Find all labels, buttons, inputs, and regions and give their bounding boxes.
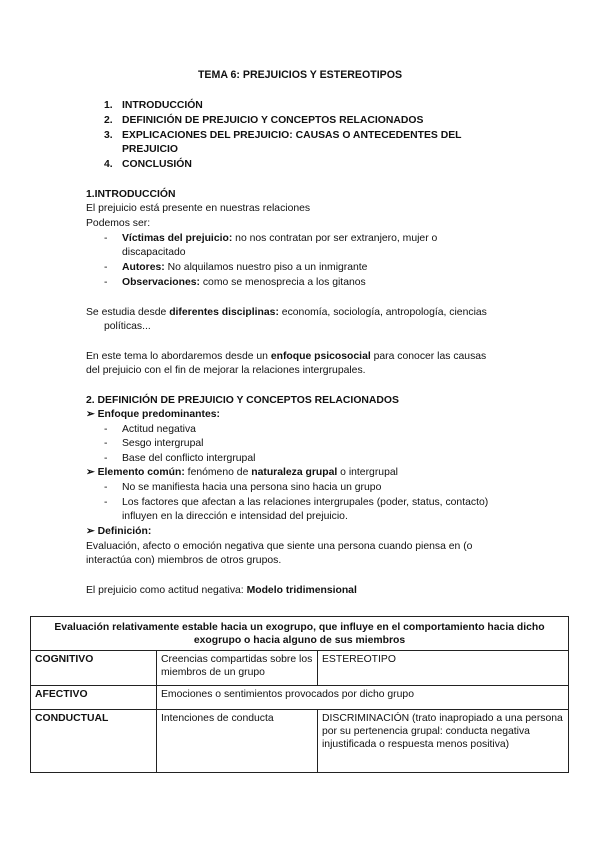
arrow-icon: ➢: [86, 467, 95, 478]
table-header-cell: [31, 617, 569, 651]
toc-text: DEFINICIÓN DE PREJUICIO Y CONCEPTOS RELACIONADOS: [122, 115, 424, 126]
row-label-afectivo: AFECTIVO: [31, 686, 157, 710]
text-run: para conocer las causas: [370, 351, 487, 362]
arrow-icon: ➢: [86, 526, 95, 537]
arrow-icon: ➢: [86, 409, 95, 420]
text-run: economía, sociología, antropología, ciencias: [278, 307, 487, 318]
row-label-conductual: CONDUCTUAL: [31, 710, 157, 773]
bullet-dash: -: [104, 277, 108, 288]
list-item-bold: Observaciones:: [122, 277, 200, 288]
text-run-bold: naturaleza grupal: [251, 467, 338, 478]
list-item-autores: [122, 261, 482, 275]
toc-item-4: [104, 158, 504, 172]
enfoque-line-cont: del prejuicio con el fin de mejorar la relaciones intergrupales.: [86, 365, 366, 376]
label-text: Elemento común:: [97, 467, 185, 478]
toc-number: 1.: [104, 100, 113, 111]
toc-item-1: [104, 99, 504, 113]
row-label-cognitivo: COGNITIVO: [31, 651, 157, 686]
definicion-line-1: Evaluación, afecto o emoción negativa que siente una persona cuando piensa en (o: [86, 541, 473, 552]
list-item-text: no nos contratan por ser extranjero, mujer o: [232, 233, 438, 244]
tridimensional-table: [30, 616, 569, 773]
section-2-heading: 2. DEFINICIÓN DE PREJUICIO Y CONCEPTOS RELACIONADOS: [86, 395, 399, 406]
text-run: fenómeno de: [184, 467, 252, 478]
toc-item-3-cont: [104, 143, 504, 157]
document-title: TEMA 6: PREJUICIOS Y ESTEREOTIPOS: [197, 69, 403, 81]
list-item-cont: influyen en la dirección e intensidad del prejuicio.: [122, 511, 348, 522]
bullet-dash: -: [104, 453, 108, 464]
list-item: Sesgo intergrupal: [122, 438, 204, 449]
toc-number: 2.: [104, 115, 113, 126]
elemento-comun-line: [86, 466, 526, 480]
toc-text: PREJUICIO: [122, 144, 179, 155]
intro-line-1: El prejuicio está presente en nuestras relaciones: [86, 203, 311, 214]
row-cell: DISCRIMINACIÓN (trato inapropiado a una persona por su pertenencia grupal: conducta negativa injustificada o respuesta menos positiva): [318, 710, 569, 773]
label-text: Definición:: [97, 526, 152, 537]
disciplinas-line: [86, 306, 526, 320]
list-item-text: como se menosprecia a los gitanos: [199, 277, 366, 288]
text-run: o intergrupal: [337, 467, 398, 478]
text-run: Se estudia desde: [86, 307, 170, 318]
bullet-dash: -: [104, 424, 108, 435]
label-text: Enfoque predominantes:: [97, 409, 220, 420]
list-item: No se manifiesta hacia una persona sino hacia un grupo: [122, 482, 382, 493]
bullet-dash: -: [104, 262, 108, 273]
toc-item-3: [104, 129, 504, 143]
text-run: El prejuicio como actitud negativa:: [86, 585, 247, 596]
row-cell: ESTEREOTIPO: [318, 651, 569, 686]
definicion-line-2: interactúa con) miembros de otros grupos.: [86, 555, 282, 566]
definicion-label-line: [86, 525, 151, 539]
table-header-row: [31, 617, 569, 651]
toc-text: CONCLUSIÓN: [122, 159, 192, 170]
enfoque-label-line: [86, 408, 220, 422]
bullet-dash: -: [104, 438, 108, 449]
text-run: En este tema lo abordaremos desde un: [86, 351, 271, 362]
table-header-line: exogrupo o hacia alguno de sus miembros: [193, 635, 406, 646]
row-cell: Emociones o sentimientos provocados por dicho grupo: [157, 686, 569, 710]
bullet-dash: -: [104, 497, 108, 508]
disciplinas-line-cont: políticas...: [104, 321, 151, 332]
list-item-victimas: [122, 232, 492, 246]
text-run-bold: diferentes disciplinas:: [169, 307, 279, 318]
list-item-bold: Víctimas del prejuicio:: [122, 233, 233, 244]
row-cell: Intenciones de conducta: [157, 710, 318, 773]
toc-number: 4.: [104, 159, 113, 170]
bullet-dash: -: [104, 233, 108, 244]
row-cell: Creencias compartidas sobre los miembros de un grupo: [157, 651, 318, 686]
intro-line-2: Podemos ser:: [86, 218, 151, 229]
table-header-line: Evaluación relativamente estable hacia un exogrupo, que influye en el comportamiento hacia dicho: [54, 622, 545, 633]
list-item-bold: Autores:: [122, 262, 165, 273]
text-run-bold: Modelo tridimensional: [246, 585, 357, 596]
toc-text: EXPLICACIONES DEL PREJUICIO: CAUSAS O ANTECEDENTES DEL: [122, 130, 462, 141]
bullet-dash: -: [104, 482, 108, 493]
list-item-observaciones: [122, 276, 482, 290]
list-item: Los factores que afectan a las relaciones intergrupales (poder, status, contacto): [122, 497, 489, 508]
list-item-victimas-cont: discapacitado: [122, 247, 186, 258]
toc-text: INTRODUCCIÓN: [122, 100, 203, 111]
enfoque-line: [86, 350, 526, 364]
text-run-bold: enfoque psicosocial: [270, 351, 371, 362]
list-item: Actitud negativa: [122, 424, 196, 435]
modelo-line: [86, 584, 526, 598]
list-item-text: No alquilamos nuestro piso a un inmigrante: [164, 262, 368, 273]
table-row: [31, 651, 569, 686]
toc-number: 3.: [104, 130, 113, 141]
list-item: Base del conflicto intergrupal: [122, 453, 256, 464]
section-1-heading: 1.INTRODUCCIÓN: [86, 189, 176, 200]
table-row: [31, 686, 569, 710]
toc-item-2: [104, 114, 504, 128]
table-row: [31, 710, 569, 773]
